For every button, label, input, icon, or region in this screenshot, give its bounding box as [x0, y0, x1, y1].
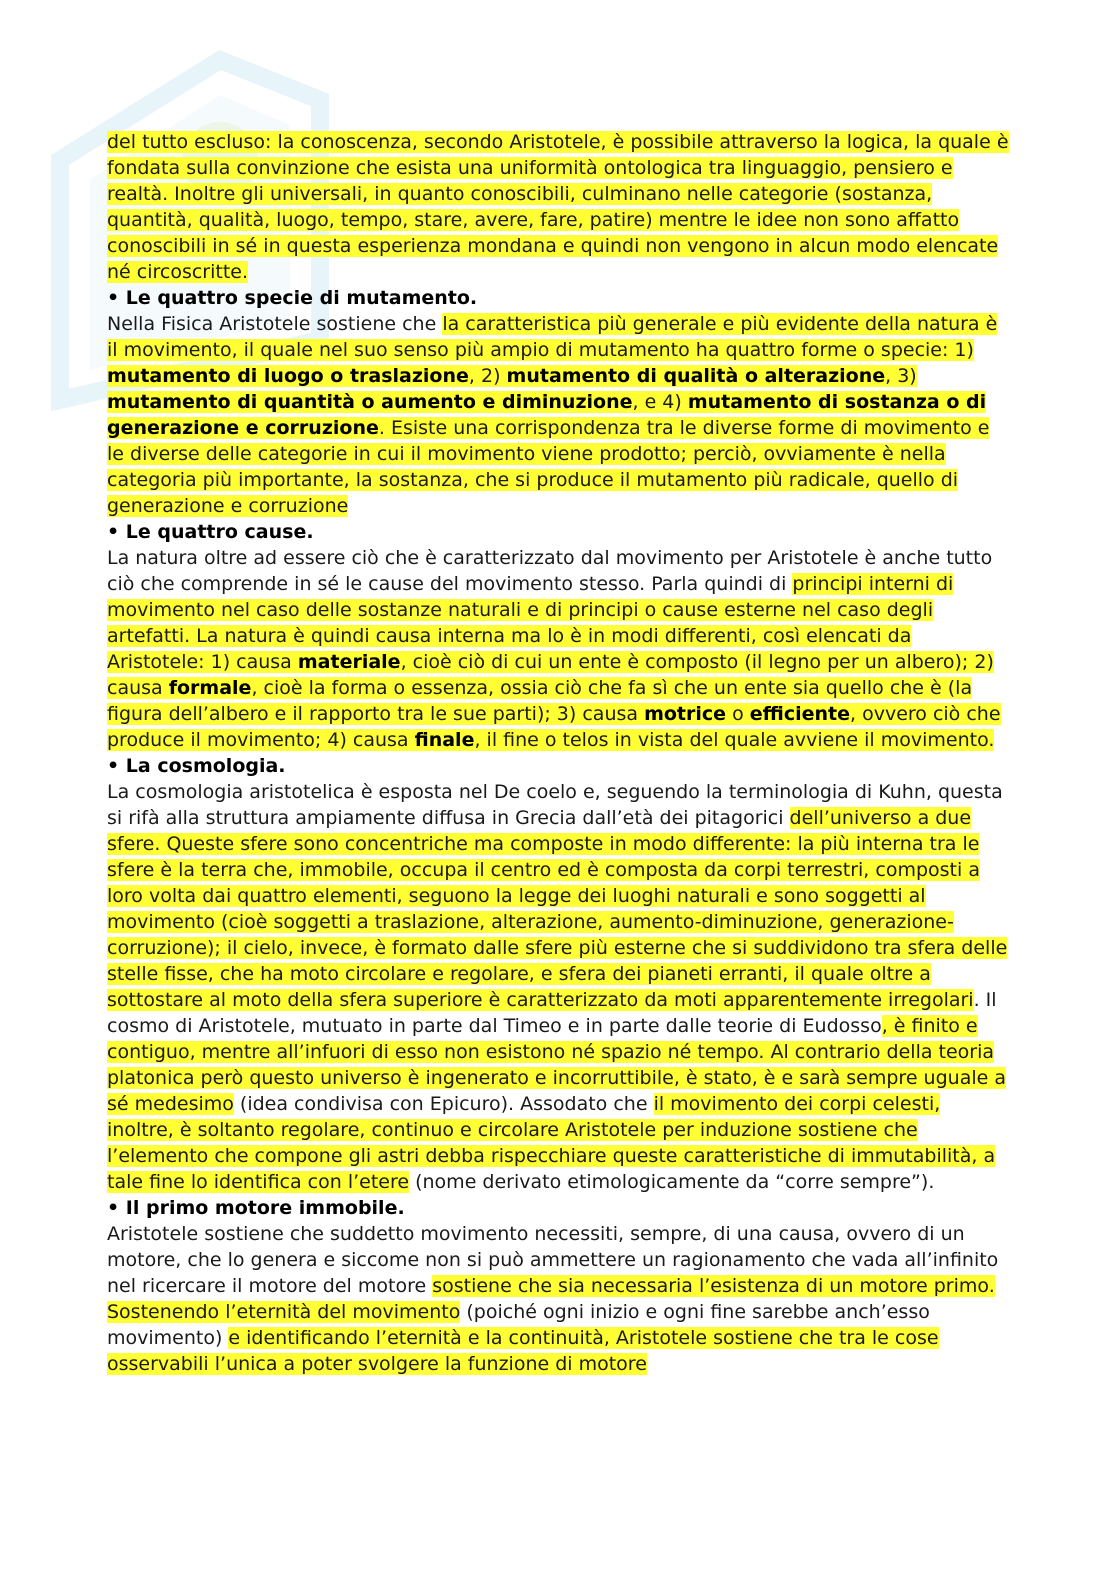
- section-heading: [107, 285, 1012, 311]
- highlighted-text: mutamento di quantità o aumento e diminuzione: [107, 391, 633, 413]
- highlighted-text: . Esiste una corrispondenza tra le diverse forme di movimento e le diverse delle categorie in cui il movimento viene prodotto; perciò, ovviamente è nella categoria più importante, la sostanza, che si produce il mutamento più radicale, quello di generazione e corruzione: [107, 417, 990, 517]
- highlighted-text: principi interni di movimento nel caso delle sostanze naturali e di principi o cause esterne nel caso degli artefatti. La natura è quindi causa interna ma lo è in modi differenti, così elencati da Aristotele: 1) causa: [107, 573, 954, 673]
- highlighted-text: materiale: [297, 651, 401, 673]
- paragraph: [107, 779, 1012, 1195]
- bullet-icon: •: [107, 287, 120, 309]
- highlighted-text: finale: [414, 729, 475, 751]
- bullet-icon: •: [107, 1197, 120, 1219]
- highlighted-text: la caratteristica più generale e più evidente della natura è il movimento, il quale nel suo senso più ampio di mutamento ha quattro forme o specie: 1): [107, 313, 998, 361]
- section-heading-text: Il primo motore immobile.: [125, 1197, 405, 1219]
- paragraph: [107, 545, 1012, 753]
- text-run: Aristotele sostiene che suddetto movimento necessiti, sempre, di una causa, ovvero di un motore, che lo genera e siccome non si può ammettere un ragionamento che vada all’infinito nel ricercare il motore del motore: [107, 1223, 999, 1297]
- text-run: (poiché ogni inizio e ogni fine sarebbe anch’esso movimento): [107, 1301, 930, 1349]
- highlighted-text: il movimento dei corpi celesti, inoltre, è soltanto regolare, continuo e circolare Aristotele per induzione sostiene che l’elemento che compone gli astri debba rispecchiare queste caratteristiche di immutabilità, a tale fine lo identifica con l’etere: [107, 1093, 996, 1193]
- text-run: Nella Fisica Aristotele sostiene che: [107, 313, 443, 335]
- section-heading-text: La cosmologia.: [125, 755, 286, 777]
- bullet-icon: •: [107, 521, 120, 543]
- text-run: La natura oltre ad essere ciò che è caratterizzato dal movimento per Aristotele è anche tutto ciò che comprende in sé le cause del movimento stesso. Parla quindi di: [107, 547, 993, 595]
- highlighted-text: , e 4): [632, 391, 688, 413]
- text-run: . Il cosmo di Aristotele, mutuato in parte dal Timeo e in parte dalle teorie di Eudosso: [107, 989, 997, 1037]
- highlighted-text: o: [726, 703, 750, 725]
- highlighted-text: , cioè ciò di cui un ente è composto (il legno per un albero); 2) causa: [107, 651, 994, 699]
- highlighted-text: , il fine o telos in vista del quale avviene il movimento.: [474, 729, 995, 751]
- paragraph: [107, 1221, 1012, 1377]
- paragraph: [107, 129, 1012, 285]
- paragraph: [107, 311, 1012, 519]
- highlighted-text: motrice: [644, 703, 727, 725]
- highlighted-text: sostiene che sia necessaria l’esistenza di un motore primo. Sostenendo l’eternità del movimento: [107, 1275, 995, 1323]
- document-body: [107, 129, 1012, 1377]
- text-run: (nome derivato etimologicamente da “corre sempre”).: [409, 1171, 935, 1193]
- section-heading: [107, 753, 1012, 779]
- highlighted-text: , ovvero ciò che produce il movimento; 4) causa: [107, 703, 1001, 751]
- highlighted-text: mutamento di qualità o alterazione: [506, 365, 886, 387]
- highlighted-text: , 2): [468, 365, 507, 387]
- highlighted-text: , cioè la forma o essenza, ossia ciò che fa sì che un ente sia quello che è (la figura dell’albero e il rapporto tra le sue parti); 3) causa: [107, 677, 973, 725]
- highlighted-text: , 3): [885, 365, 917, 387]
- highlighted-text: , è finito e contiguo, mentre all’infuori di esso non esistono né spazio né tempo. Al contrario della teoria platonica però questo universo è ingenerato e incorruttibile, è stato, è e sarà sempre uguale a sé medesimo: [107, 1015, 1006, 1115]
- section-heading: [107, 1195, 1012, 1221]
- text-run: (idea condivisa con Epicuro). Assodato che: [233, 1093, 654, 1115]
- section-heading: [107, 519, 1012, 545]
- section-heading-text: Le quattro specie di mutamento.: [125, 287, 478, 309]
- highlighted-text: mutamento di luogo o traslazione: [107, 365, 469, 387]
- highlighted-text: mutamento di sostanza o di generazione e corruzione: [107, 391, 987, 439]
- section-heading-text: Le quattro cause.: [125, 521, 314, 543]
- highlighted-text: efficiente: [749, 703, 850, 725]
- highlighted-text: dell’universo a due sfere. Queste sfere sono concentriche ma composte in modo differente: la più interna tra le sfere è la terra che, immobile, occupa il centro ed è composta da corpi terrestri, composti a loro volta dai quattro elementi, seguono la legge dei luoghi naturali e sono soggetti al movimento (cioè soggetti a traslazione, alterazione, aumento-diminuzione, generazione-corruzione); il cielo, invece, è formato dalle sfere più esterne che si suddividono tra sfera delle stelle fisse, che ha moto circolare e regolare, e sfera dei pianeti erranti, il quale oltre a sottostare al moto della sfera superiore è caratterizzato da moti apparentemente irregolari: [107, 807, 1008, 1011]
- highlighted-text: e identificando l’eternità e la continuità, Aristotele sostiene che tra le cose osservabili l’unica a poter svolgere la funzione di motore: [107, 1327, 939, 1375]
- text-run: La cosmologia aristotelica è esposta nel De coelo e, seguendo la terminologia di Kuhn, questa si rifà alla struttura ampiamente diffusa in Grecia dall’età dei pitagorici: [107, 781, 1003, 829]
- highlighted-text: formale: [168, 677, 252, 699]
- highlighted-text: del tutto escluso: la conoscenza, secondo Aristotele, è possibile attraverso la logica, la quale è fondata sulla convinzione che esista una uniformità ontologica tra linguaggio, pensiero e realtà. Inoltre gli universali, in quanto conoscibili, culminano nelle categorie (sostanza, quantità, qualità, luogo, tempo, stare, avere, fare, patire) mentre le idee non sono affatto conoscibili in sé in questa esperienza mondana e quindi non vengono in alcun modo elencate né circoscritte.: [107, 131, 1009, 283]
- bullet-icon: •: [107, 755, 120, 777]
